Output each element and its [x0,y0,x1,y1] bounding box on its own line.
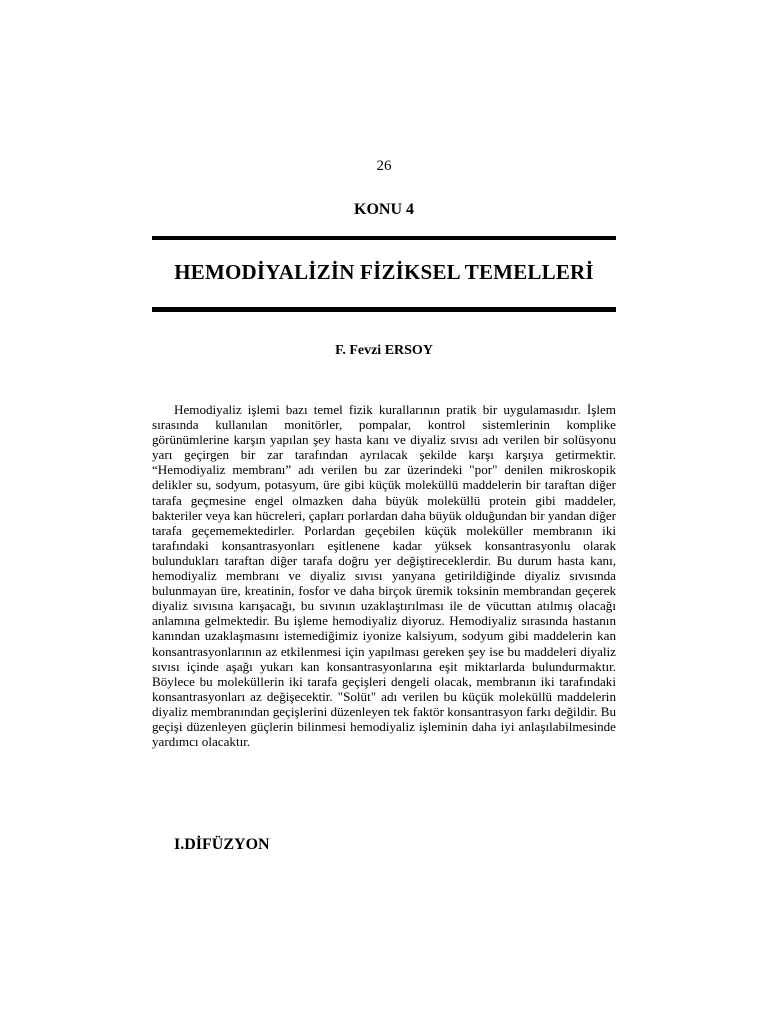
title-rule-bottom [152,307,616,312]
chapter-label: KONU 4 [354,201,414,218]
page-number: 26 [376,158,392,174]
body-paragraph: Hemodiyaliz işlemi bazı temel fizik kurallarının pratik bir uygulamasıdır. İşlem sırasında kullanılan monitörler, pompalar, kontrol sistemlerinin komplike görünümlerine karşın yapılan şey hasta kanı ve diyaliz sıvısı adı verilen bir solüsyonu yarı geçirgen bir zar tarafından ayrılacak şekilde karşı karşıya getirmektir. “Hemodiyaliz membranı” adı verilen bu zar üzerindeki "por" denilen mikroskopik delikler su, sodyum, potasyum, üre gibi küçük moleküllü maddelerin bir taraftan diğer tarafa geçmesine engel olmazken daha büyük moleküllü protein gibi maddeler, bakteriler veya kan hücreleri, çapları porlardan daha büyük olduğundan bir yandan diğer tarafa geçememektedirler. Porlardan geçebilen küçük moleküller membranın iki tarafındaki konsantrasyonları eşitlenene kadar yüksek konsantrasyonlu olarak bulundukları taraftan diğer tarafa doğru yer değiştireceklerdir. Bu durum hasta kanı, hemodiyaliz membranı ve diyaliz sıvısı yanyana getirildiğinde diyaliz sıvısında bulunmayan üre, kreatinin, fosfor ve daha birçok üremik toksinin membrandan geçerek diyaliz sıvısına karışacağı, bu sıvının uzaklaştırılması ile de vücuttan atılmış olacağı anlamına gelmektedir. Bu işleme hemodiyaliz diyoruz. Hemodiyaliz sırasında hastanın kanından uzaklaşmasını istemediğimiz iyonize kalsiyum, sodyum gibi maddelerin kan konsantrasyonlarının az etkilenmesi için yapılması gereken şey ise bu maddeleri diyaliz sıvısı içinde aşağı yukarı kan konsantrasyonlarına eşit miktarlarda bulundurmaktır. Böylece bu moleküllerin iki tarafa geçişleri dengeli olacak, membranın iki tarafındaki konsantrasyonları az değişecektir. "Solüt" adı verilen bu küçük moleküllü maddelerin diyaliz membranından geçişlerini düzenleyen tek faktör konsantrasyon farkı değildir. Bu geçişi düzenleyen güçlerin bilinmesi hemodiyaliz işleminin daha iyi anlaşılabilmesinde yardımcı olacaktır. [152,402,616,750]
section-heading: I.DİFÜZYON [174,836,270,853]
author-name: F. Fevzi ERSOY [335,343,433,358]
title-rule-top [152,236,616,240]
page-title: HEMODİYALİZİN FİZİKSEL TEMELLERİ [174,260,594,284]
